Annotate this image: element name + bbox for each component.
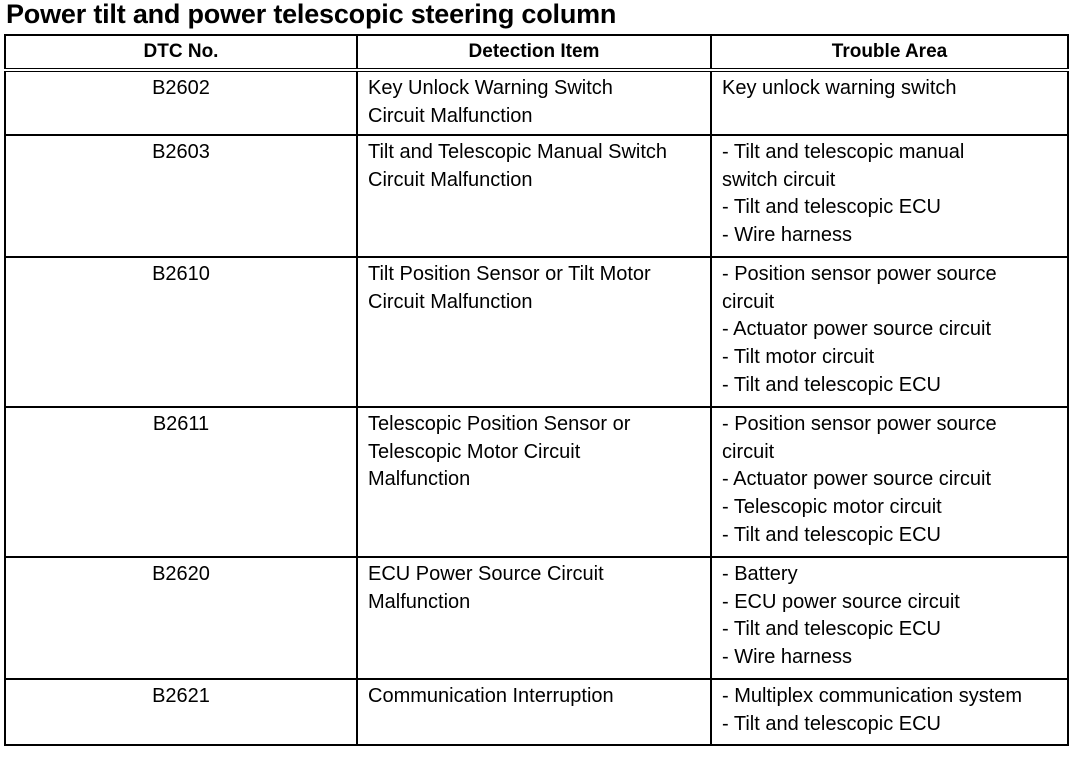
column-header-trouble-area: Trouble Area bbox=[711, 35, 1068, 70]
trouble-area-line: - Telescopic motor circuit bbox=[722, 495, 942, 518]
dtc-table bbox=[4, 34, 1069, 746]
trouble-area-line: - Tilt motor circuit bbox=[722, 345, 875, 368]
detection-item-line: Telescopic Motor Circuit bbox=[368, 440, 581, 463]
dtc-code: B2603 bbox=[152, 141, 210, 164]
detection-item-line: Tilt Position Sensor or Tilt Motor bbox=[368, 263, 651, 286]
trouble-area-line: - Tilt and telescopic ECU bbox=[722, 618, 941, 641]
page-title: Power tilt and power telescopic steering column bbox=[6, 0, 617, 29]
trouble-area-cell bbox=[711, 257, 1068, 407]
detection-item-line: Malfunction bbox=[368, 468, 471, 491]
trouble-area-line: - ECU power source circuit bbox=[722, 590, 960, 613]
trouble-area-line: - Tilt and telescopic ECU bbox=[722, 523, 941, 546]
trouble-area-line: - Battery bbox=[722, 563, 798, 586]
trouble-area-line: - Tilt and telescopic ECU bbox=[722, 196, 941, 219]
detection-item-line: Circuit Malfunction bbox=[368, 168, 533, 191]
trouble-area-line: - Tilt and telescopic manual bbox=[722, 141, 965, 164]
table-header-row bbox=[5, 35, 1068, 70]
detection-item-line: Tilt and Telescopic Manual Switch bbox=[368, 141, 668, 164]
trouble-area-line: - Multiplex communication system bbox=[722, 685, 1023, 708]
detection-item-cell bbox=[357, 557, 711, 679]
dtc-code-cell bbox=[5, 557, 357, 679]
trouble-area-line: - Actuator power source circuit bbox=[722, 318, 991, 341]
detection-item-line: ECU Power Source Circuit bbox=[368, 563, 604, 586]
table-row bbox=[5, 407, 1068, 557]
detection-item-cell bbox=[357, 257, 711, 407]
trouble-area-line: - Wire harness bbox=[722, 645, 853, 668]
trouble-area-cell bbox=[711, 70, 1068, 135]
detection-item-line: Telescopic Position Sensor or bbox=[368, 413, 631, 436]
trouble-area-line: switch circuit bbox=[722, 168, 836, 191]
detection-item-line: Communication Interruption bbox=[368, 685, 614, 708]
table-body bbox=[5, 70, 1068, 745]
trouble-area-line: - Tilt and telescopic ECU bbox=[722, 712, 941, 735]
trouble-area-line: - Tilt and telescopic ECU bbox=[722, 373, 941, 396]
column-header-dtc-no: DTC No. bbox=[5, 35, 357, 70]
detection-item-cell bbox=[357, 407, 711, 557]
table-row bbox=[5, 135, 1068, 257]
table-row bbox=[5, 557, 1068, 679]
trouble-area-cell bbox=[711, 407, 1068, 557]
detection-item-line: Malfunction bbox=[368, 590, 471, 613]
dtc-code: B2621 bbox=[152, 685, 210, 708]
trouble-area-cell bbox=[711, 557, 1068, 679]
dtc-code: B2610 bbox=[152, 263, 210, 286]
trouble-area-line: - Position sensor power source bbox=[722, 413, 997, 436]
table-row bbox=[5, 257, 1068, 407]
trouble-area-line: circuit bbox=[722, 440, 775, 463]
trouble-area-line: circuit bbox=[722, 290, 775, 313]
dtc-code-cell bbox=[5, 407, 357, 557]
table-row bbox=[5, 679, 1068, 745]
trouble-area-line: - Wire harness bbox=[722, 223, 853, 246]
trouble-area-line: - Actuator power source circuit bbox=[722, 468, 991, 491]
dtc-code-cell bbox=[5, 257, 357, 407]
detection-item-cell bbox=[357, 679, 711, 745]
trouble-area-cell bbox=[711, 679, 1068, 745]
column-header-detection-item: Detection Item bbox=[357, 35, 711, 70]
dtc-code: B2611 bbox=[152, 413, 210, 436]
dtc-code: B2620 bbox=[152, 563, 210, 586]
trouble-area-line: - Position sensor power source bbox=[722, 263, 997, 286]
trouble-area-cell bbox=[711, 135, 1068, 257]
dtc-code-cell bbox=[5, 679, 357, 745]
detection-item-cell bbox=[357, 70, 711, 135]
detection-item-line: Key Unlock Warning Switch bbox=[368, 77, 613, 99]
detection-item-cell bbox=[357, 135, 711, 257]
dtc-code: B2602 bbox=[152, 77, 210, 99]
detection-item-line: Circuit Malfunction bbox=[368, 290, 533, 313]
dtc-code-cell bbox=[5, 135, 357, 257]
dtc-code-cell bbox=[5, 70, 357, 135]
table-row bbox=[5, 70, 1068, 135]
detection-item-line: Circuit Malfunction bbox=[368, 104, 533, 127]
trouble-area-line: Key unlock warning switch bbox=[722, 77, 957, 99]
